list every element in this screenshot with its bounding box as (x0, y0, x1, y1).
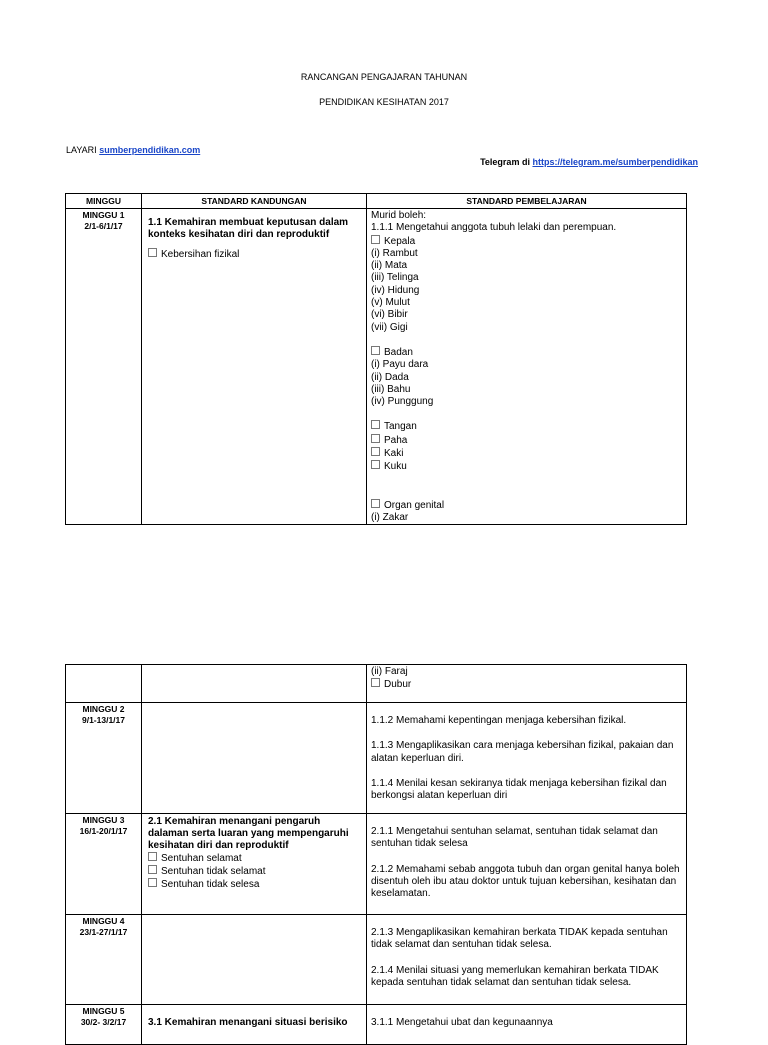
list-item: (iv) Punggung (371, 396, 434, 408)
sp-paragraph: 1.1.2 Memahami kepentingan menjaga kebersihan fizikal. (371, 715, 627, 726)
checkbox-icon (371, 447, 380, 456)
week-cell (66, 915, 142, 1005)
list-item: Paha (384, 434, 408, 446)
telegram-link[interactable]: https://telegram.me/sumberpendidikan (532, 157, 698, 167)
week-dates: 16/1-20/1/17 (79, 826, 128, 836)
sk-title: 1.1 Kemahiran membuat keputusan dalam konteks kesihatan diri dan reproduktif (148, 217, 349, 240)
telegram-line (480, 157, 698, 167)
standard-kandungan-cell (142, 814, 367, 915)
sk-title: 2.1 Kemahiran menangani pengaruh dalaman serta luaran yang mempengaruhi kesihatan diri dan reproduktif (148, 816, 349, 851)
standard-kandungan-cell (142, 665, 367, 703)
week-dates: 9/1-13/1/17 (81, 715, 125, 725)
checkbox-icon (148, 248, 157, 257)
sp-heading-organ: Organ genital (384, 499, 445, 511)
standard-kandungan-cell (142, 915, 367, 1005)
sp-paragraph: 3.1.1 Mengetahui ubat dan kegunaannya (371, 1017, 553, 1028)
week-cell (66, 665, 142, 703)
checkbox-icon (371, 460, 380, 469)
table-row (66, 703, 687, 814)
list-item: (vi) Bibir (371, 309, 408, 321)
sk-title: 3.1 Kemahiran menangani situasi berisiko (148, 1017, 348, 1028)
week-dates: 30/2- 3/2/17 (80, 1017, 127, 1027)
list-item: Kuku (384, 461, 407, 473)
checkbox-icon (371, 678, 380, 687)
table-row (66, 1005, 687, 1045)
sp-paragraph: 1.1.4 Menilai kesan sekiranya tidak menjaga kebersihan fizikal dan berkongsi alatan keperluan diri (371, 777, 667, 802)
header-minggu: MINGGU (66, 194, 142, 209)
header-standard-pembelajaran: STANDARD PEMBELAJARAN (367, 194, 687, 209)
list-item: Tangan (384, 421, 417, 433)
sp-line: 1.1.1 Mengetahui anggota tubuh lelaki dan perempuan. (371, 222, 617, 234)
list-item: (i) Zakar (371, 511, 409, 523)
week-label: MINGGU 2 (82, 704, 125, 714)
checkbox-icon (148, 852, 157, 861)
sumberpendidikan-link[interactable]: sumberpendidikan.com (99, 145, 201, 155)
document-subtitle: PENDIDIKAN KESIHATAN 2017 (319, 97, 449, 107)
list-item: Kaki (384, 448, 404, 460)
sp-paragraph: 2.1.2 Memahami sebab anggota tubuh dan organ genital hanya boleh disentuh oleh ibu atau doktor untuk tujuan kebersihan, kesihatan dan keselamatan. (371, 863, 680, 900)
list-item: (i) Rambut (371, 247, 418, 259)
layari-line (66, 145, 200, 155)
layari-prefix: LAYARI (66, 145, 100, 155)
list-item: Dubur (384, 679, 412, 691)
sk-item: Sentuhan tidak selamat (161, 866, 266, 877)
standard-kandungan-cell (142, 209, 367, 525)
sp-heading-kepala: Kepala (384, 235, 416, 247)
sp-paragraph: 2.1.1 Mengetahui sentuhan selamat, sentuhan tidak selamat dan sentuhan tidak selesa (371, 826, 658, 850)
table-row (66, 915, 687, 1005)
list-item: (v) Mulut (371, 297, 410, 309)
week-cell (66, 814, 142, 915)
standard-pembelajaran-cell (367, 665, 687, 703)
week-label: MINGGU 3 (82, 815, 125, 825)
list-item: (iii) Telinga (371, 272, 419, 284)
rpt-table-page2 (65, 664, 687, 1045)
checkbox-icon (371, 346, 380, 355)
list-item: (i) Payu dara (371, 359, 429, 371)
table-row (66, 209, 687, 525)
telegram-prefix: Telegram di (480, 157, 533, 167)
sp-heading-badan: Badan (384, 346, 413, 358)
standard-pembelajaran-cell (367, 703, 687, 814)
list-item: (ii) Mata (371, 260, 408, 272)
checkbox-icon (148, 865, 157, 874)
rpt-table-page1 (65, 193, 687, 525)
sp-paragraph: 2.1.3 Mengaplikasikan kemahiran berkata TIDAK kepada sentuhan tidak selamat dan sentuhan tidak selesa. (371, 927, 668, 951)
checkbox-icon (371, 434, 380, 443)
standard-pembelajaran-cell (367, 814, 687, 915)
week-dates: 2/1-6/1/17 (84, 221, 123, 231)
list-item: (ii) Dada (371, 371, 409, 383)
table-row (66, 665, 687, 703)
week-label: MINGGU 1 (82, 210, 125, 220)
week-cell (66, 703, 142, 814)
week-label: MINGGU 4 (82, 916, 125, 926)
list-item: (iv) Hidung (371, 284, 420, 296)
checkbox-icon (371, 235, 380, 244)
table-row (66, 814, 687, 915)
week-dates: 23/1-27/1/17 (79, 927, 128, 937)
sk-item: Sentuhan selamat (161, 853, 242, 864)
checkbox-icon (371, 499, 380, 508)
checkbox-icon (371, 420, 380, 429)
list-item: (ii) Faraj (371, 666, 408, 677)
header-standard-kandungan: STANDARD KANDUNGAN (142, 194, 367, 209)
standard-pembelajaran-cell (367, 1005, 687, 1045)
week-label: MINGGU 5 (82, 1006, 125, 1016)
sp-line: Murid boleh: (371, 210, 427, 221)
standard-pembelajaran-cell (367, 915, 687, 1005)
list-item: (vii) Gigi (371, 321, 408, 333)
document-title: RANCANGAN PENGAJARAN TAHUNAN (300, 72, 468, 82)
standard-kandungan-cell (142, 1005, 367, 1045)
week-cell (66, 1005, 142, 1045)
standard-pembelajaran-cell (367, 209, 687, 525)
week-cell (66, 209, 142, 525)
list-item: (iii) Bahu (371, 383, 411, 395)
sk-item: Kebersihan fizikal (161, 249, 240, 260)
checkbox-icon (148, 878, 157, 887)
standard-kandungan-cell (142, 703, 367, 814)
sp-paragraph: 2.1.4 Menilai situasi yang memerlukan kemahiran berkata TIDAK kepada sentuhan tidak selamat dan sentuhan tidak selesa. (371, 964, 659, 988)
sk-item: Sentuhan tidak selesa (161, 879, 260, 890)
sp-paragraph: 1.1.3 Mengaplikasikan cara menjaga kebersihan fizikal, pakaian dan alatan keperluan diri. (371, 740, 674, 764)
